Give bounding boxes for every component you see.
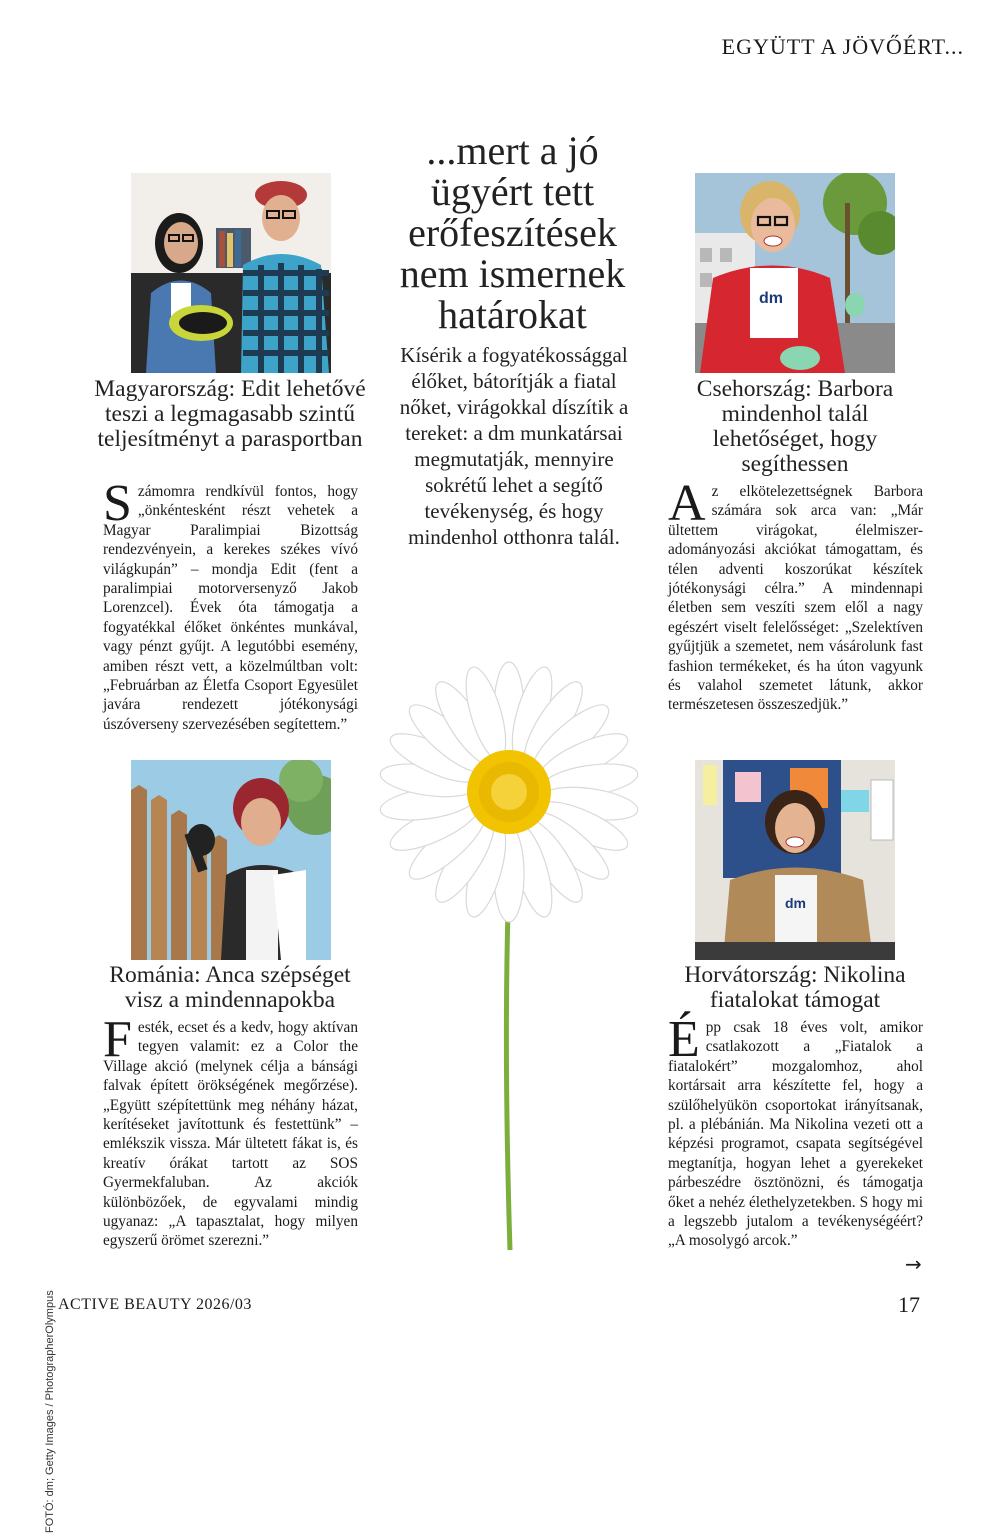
page-title: ...mert a jó ügyért tett erőfeszítések nem ismernek határokat (399, 128, 626, 337)
photo-edit (131, 173, 331, 373)
section-label: EGYÜTT A JÖVŐÉRT... (721, 34, 964, 59)
story-text: zámomra rendkívül fontos, hogy „önkéntesként részt vehetek a Magyar Paralimpiai Bizottság rendezvényein, a kerekes székes vívó világkupán” – mondja Edit (fent a paralimpiai motorversenyző Jakob Lorenzcel). Évek óta támogatja a fogyatékkal élőket önkéntes munkával, vagy pénzt gyűjt. A legutóbbi esemény, amiben részt vett, a közelmúltban volt: „Februárban az Életfa Csoport Egyesület javára rendezett jótékonysági úszóverseny szervezésében segítettem.” (103, 483, 358, 733)
story-text: pp csak 18 éves volt, amikor csatlakozott a „Fiatalok a fiatalokért” mozgalomhoz, ahol kortársait arra készítette fel, hogy a szülőhelyükön csoportokat irányítsanak, pl. a plébánián. Ma Nikolina vezeti ott a képzési programot, csapata segítségével megtanítja, hogyan lehet a gyerekeket párbeszédre ösztönözni, és támogatja őket a nehéz élethelyzetekben. S hogy mi a legszebb jutalom a tevékenységéért? „A mosolygó arcok.” (668, 1019, 923, 1250)
dropcap: É (668, 1011, 700, 1068)
story-body-croatia (668, 1011, 923, 1251)
intro-paragraph: Kísérik a fogyatékossággal élőket, bátorítják a fiatal nőket, virágokkal díszítik a tereket: a dm munkatársai megmutatják, mennyire sokrétű lehet a segítő tevékenység, és hogy mindenhol otthonra talál. (399, 343, 629, 549)
photo-nikolina (695, 760, 895, 960)
story-body-romania (103, 1011, 358, 1251)
dropcap: F (103, 1011, 132, 1068)
photo-credit (44, 985, 64, 1533)
daisy-illustration (368, 660, 650, 1260)
svg-text:dm: dm (759, 290, 783, 307)
photo-credit-text: FOTÓ: dm; Getty Images / PhotographerOlympus (44, 1290, 56, 1533)
story-text: esték, ecset és a kedv, hogy aktívan tegyen valamit: ez a Color the Village akció (melynek célja a bánsági falvak épített örökségének megőrzése). „Együtt szépítettünk meg néhány házat, kerítéseket javítottunk és festettünk” – emlékszik vissza. Már ültetett fákat is, és kreatív órákat tartott az SOS Gyermekfaluban. Az akciók különbözőek, de egyvalami mindig ugyanaz: „A tapasztalat, hogy milyen egyszerű örömet szerezni.” (103, 1019, 358, 1250)
story-text: z elkötelezettségnek Barbora számára sok arca van: „Már ültettem virágokat, élelmiszer-adományozási akciókat támogattam, és télen adventi koszorúkat készítek jótékonysági célra.” A mindennapi életben sem veszíti szem elől a nagy egészért viselt felelősséget: „Szelektíven gyűjtjük a szemetet, nem vásárolunk fast fashion termékeket, és ha úton vagyunk és valahol szemetet látunk, akkor természetesen összeszedjük.” (668, 483, 923, 714)
dropcap: A (668, 475, 706, 532)
story-title-romania: Románia: Anca szépséget visz a mindennapokba (109, 962, 351, 1013)
dropcap: S (103, 475, 132, 532)
story-title-hungary: Magyarország: Edit lehetővé teszi a legmagasabb szintű teljesítményt a parasportban (94, 376, 366, 452)
continue-arrow-icon: → (905, 1252, 922, 1276)
page-number: 17 (898, 1292, 920, 1317)
publication-name: ACTIVE BEAUTY 2026/03 (58, 1296, 252, 1313)
svg-text:dm: dm (785, 895, 806, 911)
story-body-hungary (103, 475, 358, 734)
story-title-croatia: Horvátország: Nikolina fiatalokat támogat (684, 962, 906, 1013)
story-body-czech (668, 475, 923, 715)
photo-anca (131, 760, 331, 960)
photo-barbora (695, 173, 895, 373)
story-title-czech: Csehország: Barbora mindenhol talál lehetőséget, hogy segíthessen (696, 376, 894, 477)
